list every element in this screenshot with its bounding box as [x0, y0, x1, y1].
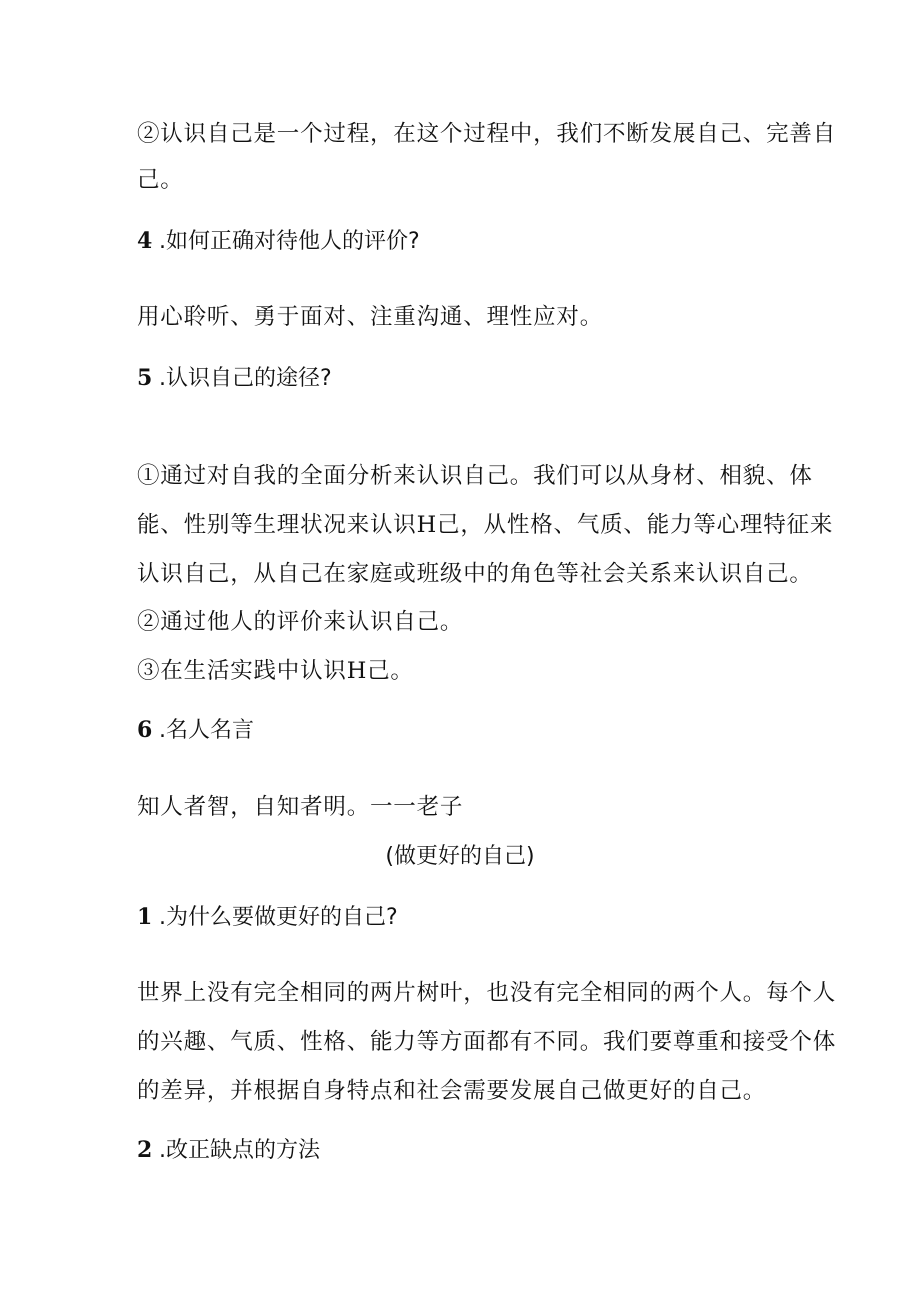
question-heading-6	[137, 719, 254, 742]
paragraph-line: 认识自己，从自己在家庭或班级中的角色等社会关系来认识自己。	[137, 561, 813, 587]
question-number: 5	[137, 365, 153, 391]
question-number: 4	[137, 228, 153, 254]
question-heading-2	[137, 1139, 320, 1162]
question-number: 2	[137, 1137, 153, 1163]
question-heading-1	[137, 906, 398, 929]
paragraph-line: ②通过他人的评价来认识自己。	[137, 609, 464, 635]
question-heading-5	[137, 367, 332, 390]
paragraph-line: 己。	[137, 167, 184, 193]
paragraph-line: ①通过对自我的全面分析来认识自己。我们可以从身材、相貌、体	[137, 463, 813, 489]
question-title: .认识自己的途径?	[159, 366, 332, 391]
paragraph-line: 世界上没有完全相同的两片树叶，也没有完全相同的两个人。每个人	[137, 980, 837, 1006]
paragraph-line: ②认识自己是一个过程，在这个过程中，我们不断发展自己、完善自	[137, 121, 837, 147]
paragraph-line: 的兴趣、气质、性格、能力等方面都有不同。我们要尊重和接受个体	[137, 1029, 837, 1055]
question-title: .改正缺点的方法	[159, 1138, 320, 1163]
paragraph-line: 能、性别等生理状况来认识H己，从性格、气质、能力等心理特征来	[137, 512, 834, 538]
question-number: 6	[137, 717, 153, 743]
answer-text: 用心聆听、勇于面对、注重沟通、理性应对。	[137, 304, 604, 330]
question-title: .如何正确对待他人的评价?	[159, 229, 420, 254]
question-title: .为什么要做更好的自己?	[159, 905, 398, 930]
quote-text: 知人者智，自知者明。一一老子	[137, 794, 464, 820]
question-number: 1	[137, 904, 153, 930]
paragraph-line: ③在生活实践中认识H己。	[137, 658, 414, 684]
question-heading-4	[137, 230, 420, 253]
chapter-title: (做更好的自己)	[385, 844, 535, 869]
paragraph-line: 的差异，并根据自身特点和社会需要发展自己做更好的自己。	[137, 1078, 767, 1104]
question-title: .名人名言	[159, 718, 254, 743]
